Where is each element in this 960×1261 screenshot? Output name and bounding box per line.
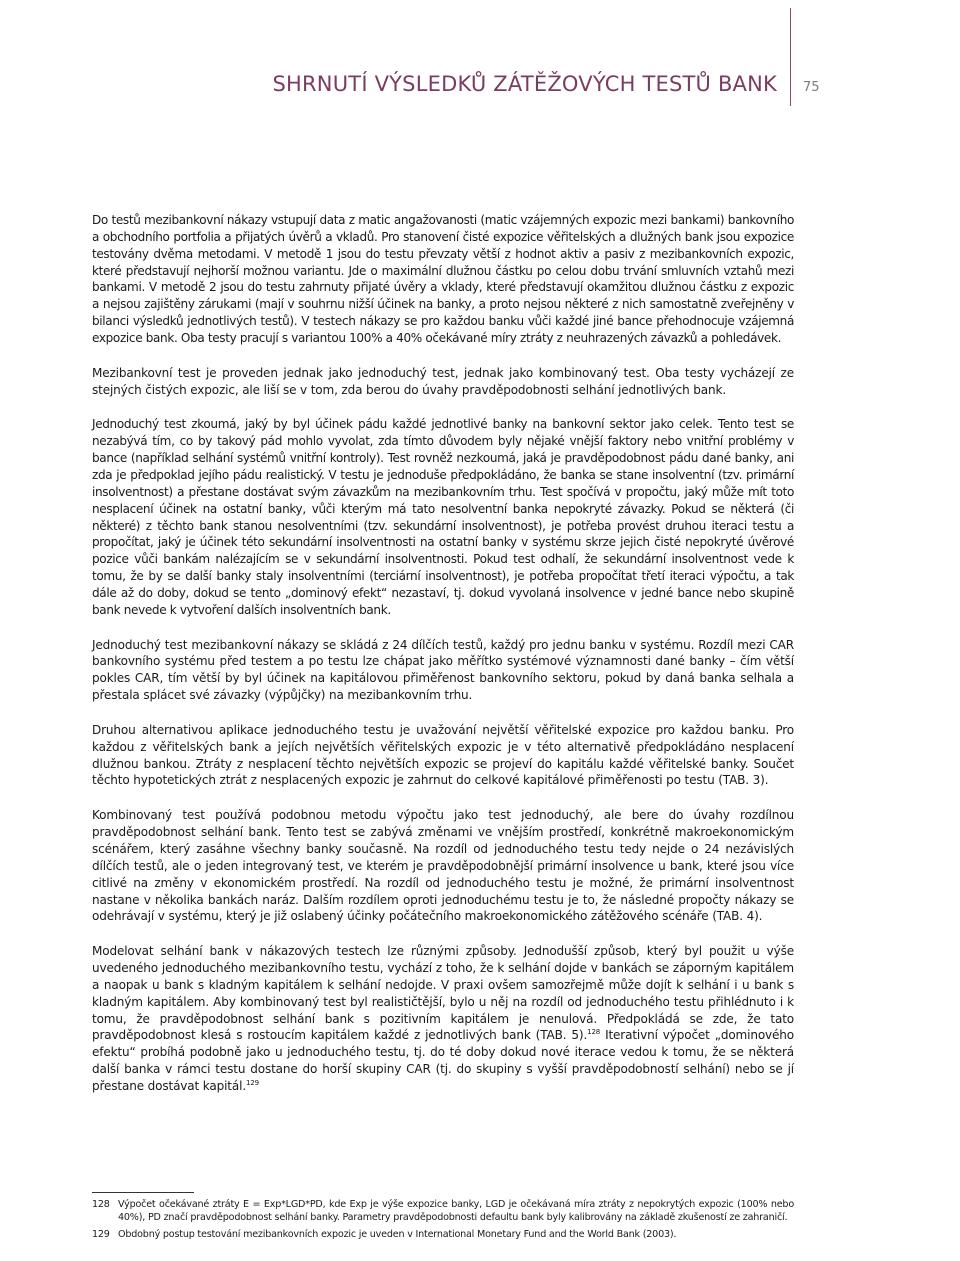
paragraph: Druhou alternativou aplikace jednoduchého testu je uvažování největší věřitelské expozice pro každou banku. Pro každou z věřitelských bank a jejích největších věřitelských expozic je v této alternativě předpokládáno nesplacení dlužnou bankou. Ztráty z nesplacení těchto největších expozic se projeví do kapitálu každé věřitelské banky. Součet těchto hypotetických ztrát z nesplacených expozic je zahrnut do celkové kapitálové přiměřenosti po testu (TAB. 3). (92, 722, 794, 788)
footnote (92, 1198, 794, 1224)
footnotes (92, 1198, 794, 1245)
footnote-divider (92, 1192, 194, 1193)
page-title: SHRNUTÍ VÝSLEDKŮ ZÁTĚŽOVÝCH TESTŮ BANK (272, 72, 777, 96)
header-divider (790, 8, 791, 106)
footnote-number: 129 (92, 1229, 110, 1240)
paragraph: Mezibankovní test je proveden jednak jako jednoduchý test, jednak jako kombinovaný test. Oba testy vycházejí ze stejných čistých expozic, ale liší se v tom, zda berou do úvahy pravděpodobnosti selhání jednotlivých bank. (92, 365, 794, 397)
footnote-ref[interactable]: 129 (246, 1078, 259, 1087)
paragraph (92, 943, 794, 1095)
paragraph: Jednoduchý test mezibankovní nákazy se skládá z 24 dílčích testů, každý pro jednu banku v systému. Rozdíl mezi CAR bankovního systému před testem a po testu lze chápat jako měřítko systémové významnosti dané banky – čím větší pokles CAR, tím větší by byl účinek na kapitálovou přiměřenost bankovního sektoru, pokud by daná banka selhala a přestala splácet své závazky (výpůjčky) na mezibankovním trhu. (92, 637, 794, 703)
paragraph: Do testů mezibankovní nákazy vstupují data z matic angažovanosti (matic vzájemných expozic mezi bankami) bankovního a obchodního portfolia a přijatých úvěrů a vkladů. Pro stanovení čisté expozice věřitelských a dlužných bank jsou expozice testovány dvěma metodami. V metodě 1 jsou do testu převzaty větší z hodnot aktiv a pasiv z mezibankovních expozic, které představují nejhorší možnou variantu. Jde o maximální dlužnou částku po celou dobu trvání smluvních vztahů mezi bankami. V metodě 2 jsou do testu zahrnuty přijaté úvěry a vklady, které představují okamžitou dlužnou částku z expozic a nejsou zajištěny zárukami (mají v souhrnu nižší účinek na banky, a proto nejsou některé z nich samostatně zveřejněny v bilanci výsledků jednotlivých testů). V testech nákazy se pro každou banku vůči každé jiné bance přehodnocuje vzájemná expozice bank. Oba testy pracují s variantou 100% a 40% očekávané míry ztráty z neuhrazených závazků a pohledávek. (92, 213, 794, 345)
footnote-text: Obdobný postup testování mezibankovních expozic je uveden v International Monetary Fund and the World Bank (2003). (118, 1229, 677, 1240)
main-text (92, 212, 794, 1095)
footnote (92, 1228, 794, 1241)
paragraph: Kombinovaný test používá podobnou metodu výpočtu jako test jednoduchý, ale bere do úvahy rozdílnou pravděpodobnost selhání bank. Tento test se zabývá změnami ve vnějším prostředí, konkrétně makroekonomickým scénářem, který zasáhne všechny banky současně. Na rozdíl od jednoduchého testu tedy nejde o 24 nezávislých dílčích testů, ale o jeden integrovaný test, ve kterém je pravděpodobnější primární insolvence u bank, které jsou více citlivé na změny v ekonomickém prostředí. Na rozdíl od jednoduchého testu je možné, že primární insolventnost nastane v několika bankách naráz. Dalším rozdílem oproti jednoduchému testu je to, že následné propočty nákazy se odehrávají v systému, který je již oslabený účinky počátečního makroekonomického zátěžového scénáře (TAB. 4). (92, 808, 794, 924)
footnote-ref[interactable]: 128 (587, 1028, 601, 1037)
paragraph-text: Modelovat selhání bank v nákazových testech lze různými způsoby. Jednodušší způsob, který byl použit u výše uvedeného jednoduchého mezibankovního testu, vychází z toho, že k selhání dojde v bankách se záporným kapitálem a naopak u bank s kladným kapitálem k selhání nedojde. V praxi ovšem samozřejmě může dojít k selhání i u bank s kladným kapitálem. Aby kombinovaný test byl realističtější, bylo u něj na rozdíl od jednoduchého testu přihlédnuto i k tomu, že pravděpodobnost selhání bank s pozitivním kapitálem je nenulová. Předpokládá se zde, že tato pravděpodobnost klesá s rostoucím kapitálem každé z jednotlivých bank (TAB. 5). (92, 944, 794, 1043)
footnote-text: Výpočet očekávané ztráty E = Exp*LGD*PD, kde Exp je výše expozice banky, LGD je očekávaná míra ztráty z nepokrytých expozic (100% nebo 40%), PD značí pravděpodobnost selhání banky. Parametry pravděpodobnosti defaultu bank byly kalibrovány na základě zkušeností ze zahraničí. (118, 1199, 794, 1223)
page-number: 75 (803, 80, 820, 95)
footnote-number: 128 (92, 1199, 110, 1210)
paragraph-text: Iterativní výpočet „dominového efektu“ probíhá podobně jako u jednoduchého testu, tj. do té doby dokud nové iterace vedou k tomu, že se některá další banka v rámci testu dostane do horší skupiny CAR (tj. do skupiny s vyšší pravděpodobností selhání) nebo se jí přestane dostávat kapitál. (92, 1028, 794, 1093)
paragraph: Jednoduchý test zkoumá, jaký by byl účinek pádu každé jednotlivé banky na bankovní sektor jako celek. Tento test se nezabývá tím, co by takový pád mohlo vyvolat, zda tímto důvodem byly nějaké vnější faktory nebo vnitřní problémy v bance (například selhání systémů vnitřní kontroly). Test rovněž nezkoumá, jaká je pravděpodobnost pádu dané banky, ani zda je předpoklad jejího pádu realistický. V testu je jednoduše předpokládáno, že banka se stane insolventní (tzv. primární insolventnost) a přestane dostávat svým závazkům na mezibankovním trhu. Test spočívá v propočtu, jaký může mít toto nesplacení účinek na ostatní banky, vůči kterým má tato nesolventní banka nepokryté závazky. Pokud se některá (či některé) z těchto bank stanou nesolventními (tzv. sekundární insolventnost), je potřeba provést druhou iteraci testu a propočítat, jaký je účinek této sekundární insolventnosti na ostatní banky v systému skrze jejich čisté nepokryté úvěrové pozice vůči bankám nalézajícím se v sekundární insolventnosti. Pokud test odhalí, že sekundární insolventnost vede k tomu, že by se další banky staly insolventními (terciární insolventnost), je potřeba propočítat třetí iteraci výpočtu, a tak dále až do doby, dokud se tento „dominový efekt“ nezastaví, tj. dokud vyvolaná insolvence v jedné bance nebo skupině bank nevede k vytvoření dalších insolventních bank. (92, 417, 794, 617)
